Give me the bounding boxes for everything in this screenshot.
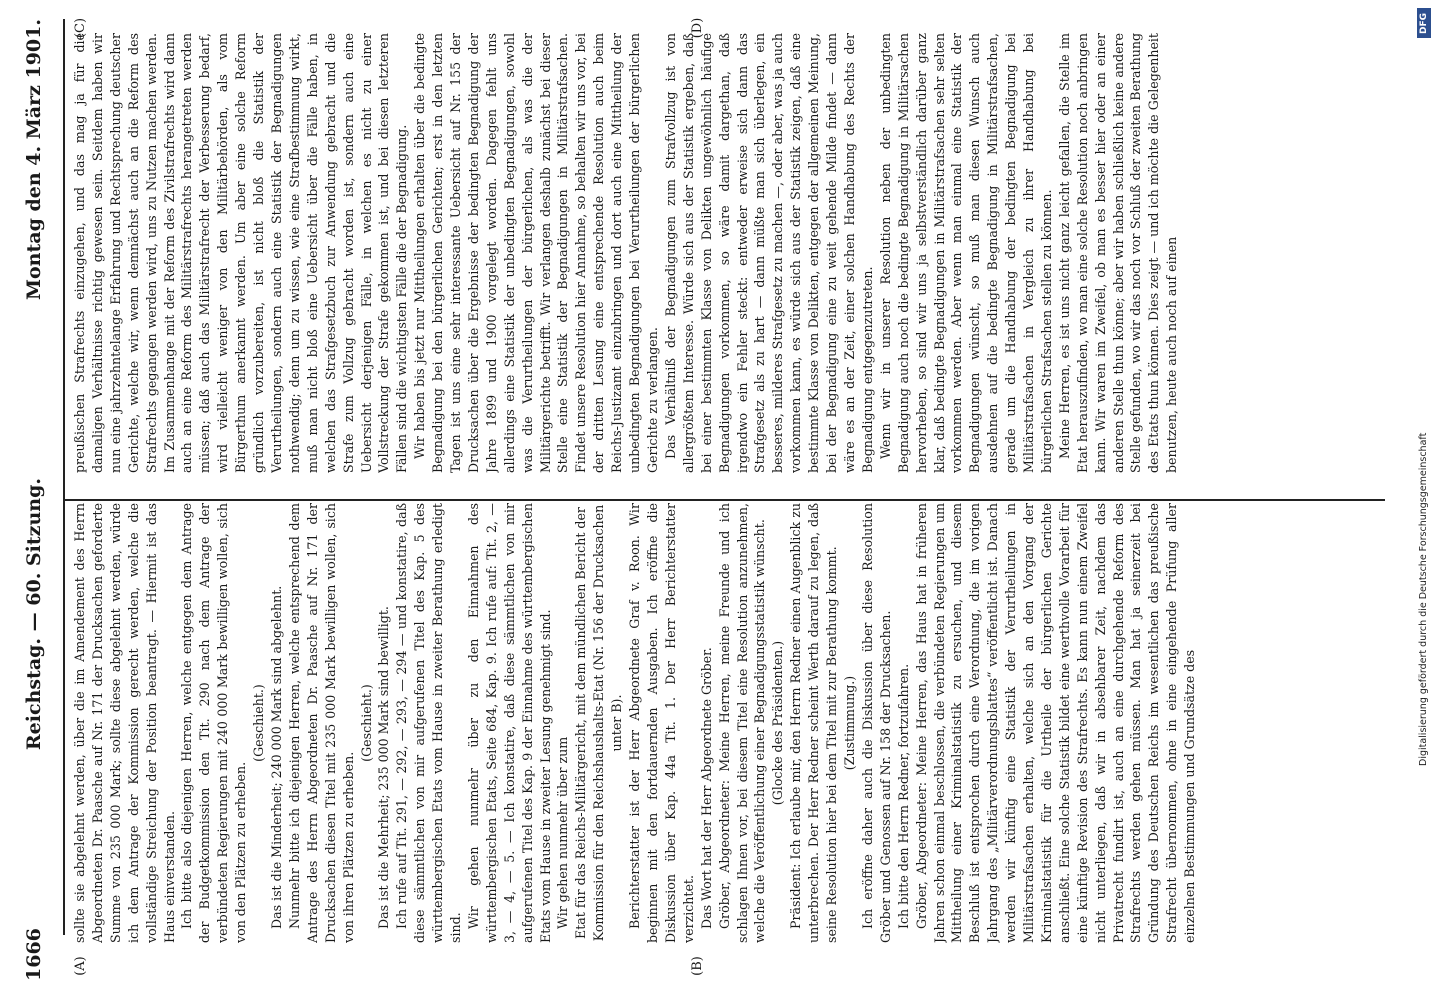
left-column bbox=[71, 503, 1389, 943]
margin-letter-b: (B) bbox=[690, 956, 705, 976]
paragraph: Wir gehen nunmehr über zum bbox=[555, 736, 571, 929]
paragraph: Das Verhältniß der Begnadigungen zum Strafvollzug ist von allergrößtem Interesse. Würde sich aus der Statistik ergeben, daß bei einer bestimmten Klasse von Delikten ungewöhnlich häufige Begnadigungen vorkommen, so wäre damit dargethan, daß irgendwo ein Fehler steckt: entweder erweise sich dann das Strafgesetz als zu hart — dann müßte man sich überlegen, ein besseres, milderes Strafgesetz zu machen —, oder aber, was ja auch vorkommen kann, es würde sich aus der Statistik zeigen, daß eine bestimmte Klasse von Delikten, entgegen der allgemeinen Meinung, bei der Begnadigung eine zu weit gehende Milde findet — dann wäre es an der Zeit, einer solchen Handhabung des Rechts der Begnadigung entgegenzutreten. bbox=[662, 33, 875, 473]
rotated-page bbox=[5, 5, 1405, 995]
paragraph: Ich rufe auf Tit. 291, — 292, — 293, — 294 — und konstatire, daß diese sämmtlichen von mir aufgerufenen Titel des Kap. 5 des württembergischen Etats vom Hause in zweiter Berathung erledigt sind. bbox=[394, 503, 464, 943]
paragraph: Wir haben bis jetzt nur Mittheilungen erhalten über die bedingte Begnadigung bei den bürgerlichen Gerichten; erst in den letzten Tagen ist uns eine sehr interessante Uebersicht auf Nr. 155 der Drucksachen über die Ergebnisse der bedingten Begnadigung der Jahre 1899 und 1900 vorgelegt worden. Dagegen fehlt uns allerdings eine Statistik der unbedingten Begnadigungen, sowohl was die Verurtheilungen der bürgerlichen, als was die der Militärgerichte betrifft. Wir verlangen deshalb zunächst bei dieser Stelle eine Statistik der Begnadigungen in Militärstrafsachen. Findet unsere Resolution hier Annahme, so behalten wir uns vor, bei der dritten Lesung eine entsprechende Resolution auch beim Reichs-Justizamt einzubringen und dort auch eine Mittheilung der unbedingten Begnadigungen bei Verurtheilungen der bürgerlichen Gerichte zu verlangen. bbox=[412, 33, 660, 473]
agenda-heading: Etat für das Reichs-Militärgericht, mit dem mündlichen Bericht der Kommission für den Reichshaushalts-Etat (Nr. 156 der Drucksachen unter B). bbox=[573, 504, 625, 942]
paragraph: Nunmehr bitte ich diejenigen Herren, welche entsprechend dem Antrage des Herrn Abgeordneten Dr. Paasche auf Nr. 171 der Drucksachen diesen Titel mit 235 000 Mark bewilligen wollen, sich von ihren Plätzen zu erheben. bbox=[286, 503, 356, 943]
paragraph: Das ist die Mehrheit; 235 000 Mark sind bewilligt. bbox=[376, 606, 392, 929]
stage-direction: (Zustimmung.) bbox=[841, 675, 857, 771]
digitization-note: Digitalisierung gefördert durch die Deutsche Forschungsgemeinschaft bbox=[1418, 432, 1429, 766]
stage-direction: (Geschieht.) bbox=[251, 684, 267, 762]
page-header bbox=[23, 19, 57, 981]
paragraph: Das ist die Minderheit; 240 000 Mark sind abgelehnt. bbox=[268, 585, 284, 929]
header-right-title: Montag den 4. März 1901. bbox=[23, 19, 45, 301]
paragraph: Gröber, Abgeordneter: Meine Herren, das Haus hat in früheren Jahren schon einmal beschlossen, die verbündeten Regierungen um Mittheilung einer Kriminalstatistik zu ersuchen, und diesem Beschluß ist entsprochen durch eine Verordnung, die im vorigen Jahrgang des „Militärverordnungsblattes“ veröffentlicht ist. Danach werden wir künftig eine Statistik der Verurtheilungen in Militärstrafsachen erhalten, welche sich an den Vorgang der Kriminalstatistik für die Urtheile der bürgerlichen Gerichte anschließt. Eine solche Statistik bildet eine werthvolle Vorarbeit für eine künftige Revision des Strafrechts. Es kann nun einem Zweifel nicht unterliegen, daß wir in absehbarer Zeit, nachdem das Privatrecht fundirt ist, auch an eine durchgehende Reform des Strafrechts werden gehen müssen. Man hat ja seinerzeit bei Gründung des Deutschen Reichs im wesentlichen das preußische Strafrecht übernommen, ohne in eine eingehende Prüfung aller einzelnen Bestimmungen und Grundsätze des bbox=[913, 503, 1198, 943]
paragraph: Berichterstatter ist der Herr Abgeordnete Graf v. Roon. Wir beginnen mit den fortdauernden Ausgaben. Ich eröffne die Diskussion über Kap. 44a Tit. 1. Der Herr Berichterstatter verzichtet. bbox=[627, 503, 696, 943]
dfg-logo: DFG bbox=[1417, 8, 1431, 38]
paragraph: Ich bitte also diejenigen Herren, welche entgegen dem Antrage der Budgetkommission den Tit. 290 nach dem Antrage der verbündeten Regierungen mit 240 000 Mark bewilligen wollen, sich von den Plätzen zu erheben. bbox=[179, 503, 249, 943]
paragraph: Meine Herren, es ist uns nicht ganz leicht gefallen, die Stelle im Etat herauszufinden, wo man eine solche Resolution noch anbringen kann. Wir waren im Zweifel, ob man es besser hier oder an einer anderen Stelle thun könne; aber wir haben schließlich keine andere Stelle gefunden, wo wir das noch vor Schluß der zweiten Berathung des Etats thun können. Dies zeigt — und ich möchte die Gelegenheit benutzen, heute auch noch auf einen bbox=[1056, 33, 1180, 473]
margin-letter-d: (D) bbox=[690, 17, 705, 39]
paragraph: Das Wort hat der Herr Abgeordnete Gröber. bbox=[698, 647, 714, 929]
stage-direction: (Glocke des Präsidenten.) bbox=[770, 640, 786, 806]
paragraph: Präsident: Ich erlaube mir, den Herrn Redner einen Augenblick zu unterbrechen. Der Herr Redner scheint Werth darauf zu legen, daß seine Resolution hier bei dem Titel mit zur Berathung kommt. bbox=[788, 503, 840, 943]
paragraph: Wenn wir in unserer Resolution neben der unbedingten Begnadigung auch noch die bedingte Begnadigung in Militärsachen hervorheben, so sind wir uns ja selbstverständlich darüber ganz klar, daß bedingte Begnadigungen in Militärstrafsachen sehr selten vorkommen werden. Aber wenn man einmal eine Statistik der Begnadigungen wünscht, so muß man diesen Wunsch auch ausdehnen auf die bedingte Begnadigung in Militärstrafsachen, gerade um die Handhabung der bedingten Begnadigung bei Militärstrafsachen in Vergleich zu ihrer Handhabung bei bürgerlichen Strafsachen stellen zu können. bbox=[877, 33, 1054, 473]
paragraph: Gröber, Abgeordneter: Meine Herren, meine Freunde und ich schlagen Ihnen vor, bei diesem Titel eine Resolution anzunehmen, welche die Veröffentlichung einer Begnadigungsstatistik wünscht. bbox=[716, 503, 768, 943]
paragraph: sollte sie abgelehnt werden, über die im Amendement des Herrn Abgeordneten Dr. Paasche auf Nr. 171 der Drucksachen geforderte Summe von 235 000 Mark; sollte diese abgelehnt werden, würde ich dem Antrage der Kommission gerecht werden, welche die vollständige Streichung der Position beantragt. — Hiermit ist das Haus einverstanden. bbox=[72, 503, 177, 943]
stage-direction: (Geschieht.) bbox=[358, 684, 374, 762]
paragraph: preußischen Strafrechts einzugehen, und das mag ja für die damaligen Verhältnisse richtig gewesen sein. Seitdem haben wir nun eine jahrzehntelange Erfahrung und Rechtsprechung deutscher Gerichte, welche wir, wenn demnächst auch an die Reform des Strafrechts gegangen werden wird, uns zu Nutzen machen werden. Im Zusammenhange mit der Reform des Zivilstrafrechts wird dann auch an eine Reform des Militärstrafrechts herangetreten werden müssen; daß auch das Militärstrafrecht der Verbesserung bedarf, wird vielleicht weniger von den Militärbehörden, als vom Bürgerthum anerkannt werden. Um aber eine solche Reform gründlich vorzubereiten, ist nicht bloß die Statistik der Verurtheilungen, sondern auch eine Statistik der Begnadigungen nothwendig; denn um zu wissen, wie eine Strafbestimmung wirkt, muß man nicht bloß eine Uebersicht über die Fälle haben, in welchen das Strafgesetzbuch zur Anwendung gebracht und die Strafe zum Vollzug gebracht worden ist, sondern auch eine Uebersicht derjenigen Fälle, in welchen es nicht zu einer Vollstreckung der Strafe gekommen ist, und bei diesen letzteren Fällen sind die wichtigsten Fälle die der Begnadigung. bbox=[72, 33, 410, 473]
page-number: 1666 bbox=[23, 928, 45, 981]
margin-letter-c: (C) bbox=[73, 17, 88, 39]
paragraph: Ich eröffne daher auch die Diskussion über diese Resolution Gröber und Genossen auf Nr. 158 der Drucksachen. bbox=[859, 503, 893, 943]
right-column bbox=[71, 33, 1389, 473]
paragraph: Ich bitte den Herrn Redner, fortzufahren. bbox=[895, 663, 911, 929]
paragraph: Wir gehen nunmehr über zu den Einnahmen des württembergischen Etats, Seite 684, Kap. 9. Ich rufe auf: Tit. 2, — 3, — 4, — 5. — Ich konstatire, daß diese sämmtlichen von mir aufgerufenen Titel des Kap. 9 der Einnahme des württembergischen Etats vom Hause in zweiter Lesung genehmigt sind. bbox=[465, 503, 553, 943]
header-left-title: Reichstag. — 60. Sitzung. bbox=[23, 478, 45, 751]
header-rule bbox=[63, 19, 65, 935]
margin-letter-a: (A) bbox=[73, 956, 88, 976]
column-divider bbox=[65, 499, 1385, 501]
